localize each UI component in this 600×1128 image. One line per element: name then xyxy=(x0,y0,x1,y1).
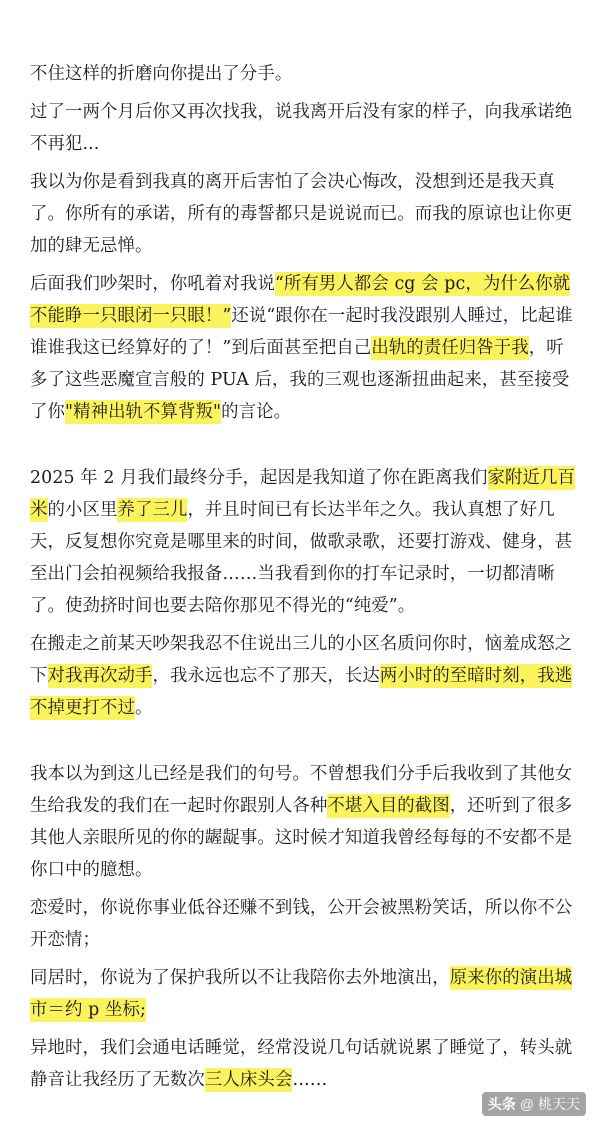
highlighted-text: 原来你的演出城市＝约 p 坐标; xyxy=(30,968,573,1020)
text-segment: 恋爱时，你说你事业低谷还赚不到钱，公开会被黑粉笑话，所以你不公开恋情； xyxy=(30,898,573,950)
text-segment: 我以为你是看到我真的离开后害怕了会决心悔改，没想到还是我天真了。你所有的承诺，所有的毒誓都只是说说而已。而我的原谅也让你更加的肆无忌惮。 xyxy=(30,172,573,256)
text-segment: 同居时，你说为了保护我所以不让我陪你去外地演出， xyxy=(30,968,450,988)
text-segment: 在搬走之前某天吵架我忍不住说出三儿的小区名质问你时，恼羞成怒之下 xyxy=(30,634,573,686)
text-segment: ，还听到了很多其他人亲眼所见的你的龌龊事。这时候才知道我曾经每每的不安都不是你口中的臆想。 xyxy=(30,796,573,880)
paragraph xyxy=(30,166,578,262)
article-body xyxy=(30,58,578,1096)
toutiao-logo: 头条 xyxy=(487,1096,516,1112)
highlighted-text: 不堪入目的截图 xyxy=(327,796,450,816)
text-segment: 还说“跟你在一起时我没跟别人睡过，比起谁谁谁我这已经算好的了！”到后面甚至把自己 xyxy=(30,306,573,358)
watermark-at: @ xyxy=(519,1096,534,1112)
highlighted-text: 三人床头会 xyxy=(204,1070,293,1090)
text-segment: 。 xyxy=(134,698,153,718)
paragraph xyxy=(30,96,578,160)
highlighted-text: “所有男人都会 cg 会 pc，为什么你就不能睁一只眼闭一只眼！” xyxy=(30,274,571,326)
paragraph xyxy=(30,1032,578,1096)
paragraph xyxy=(30,892,578,956)
text-segment: 过了一两个月后你又再次找我，说我离开后没有家的样子，向我承诺绝不再犯... xyxy=(30,102,573,154)
text-segment: 的小区里 xyxy=(47,500,118,520)
text-segment: 的言论。 xyxy=(221,402,292,422)
paragraph xyxy=(30,58,578,90)
watermark-author: 桃天天 xyxy=(538,1096,580,1112)
highlighted-text: 家附近几百米 xyxy=(30,468,575,520)
text-segment: ，听多了这些恶魔宣言般的 PUA 后，我的三观也逐渐扭曲起来，甚至接受了你 xyxy=(30,338,570,422)
highlighted-text: 养了三儿 xyxy=(117,500,188,520)
paragraph xyxy=(30,758,578,886)
highlighted-text: 出轨的责任归咎于我 xyxy=(371,338,529,358)
paragraph xyxy=(30,628,578,724)
paragraph xyxy=(30,962,578,1026)
highlighted-text: "精神出轨不算背叛" xyxy=(64,402,222,422)
paragraph xyxy=(30,268,578,428)
highlighted-text: 对我再次动手 xyxy=(47,666,153,686)
text-segment: 异地时，我们会通电话睡觉，经常没说几句话就说累了睡觉了，转头就静音让我经历了无数次 xyxy=(30,1038,573,1090)
text-segment: ，我永远也忘不了那天，长达 xyxy=(152,666,380,686)
paragraph xyxy=(30,462,578,622)
text-segment: 后面我们吵架时，你吼着对我说 xyxy=(30,274,275,294)
text-segment: 2025 年 2 月我们最终分手，起因是我知道了你在距离我们 xyxy=(30,468,488,488)
highlighted-text: 两小时的至暗时刻，我逃不掉更打不过 xyxy=(30,666,573,718)
text-segment: 我本以为到这儿已经是我们的句号。不曾想我们分手后我收到了其他女生给我发的我们在一起时你跟别人各种 xyxy=(30,764,573,816)
watermark xyxy=(482,1092,586,1116)
text-segment: …… xyxy=(292,1070,328,1090)
text-segment: ，并且时间已有长达半年之久。我认真想了好几天，反复想你究竟是哪里来的时间，做歌录歌，还要打游戏、健身，甚至出门会拍视频给我报备……当我看到你的打车记录时，一切都清晰了。使劲挤时间也要去陪你那见不得光的“纯爱”。 xyxy=(30,500,573,616)
text-segment: 不住这样的折磨向你提出了分手。 xyxy=(30,64,293,84)
